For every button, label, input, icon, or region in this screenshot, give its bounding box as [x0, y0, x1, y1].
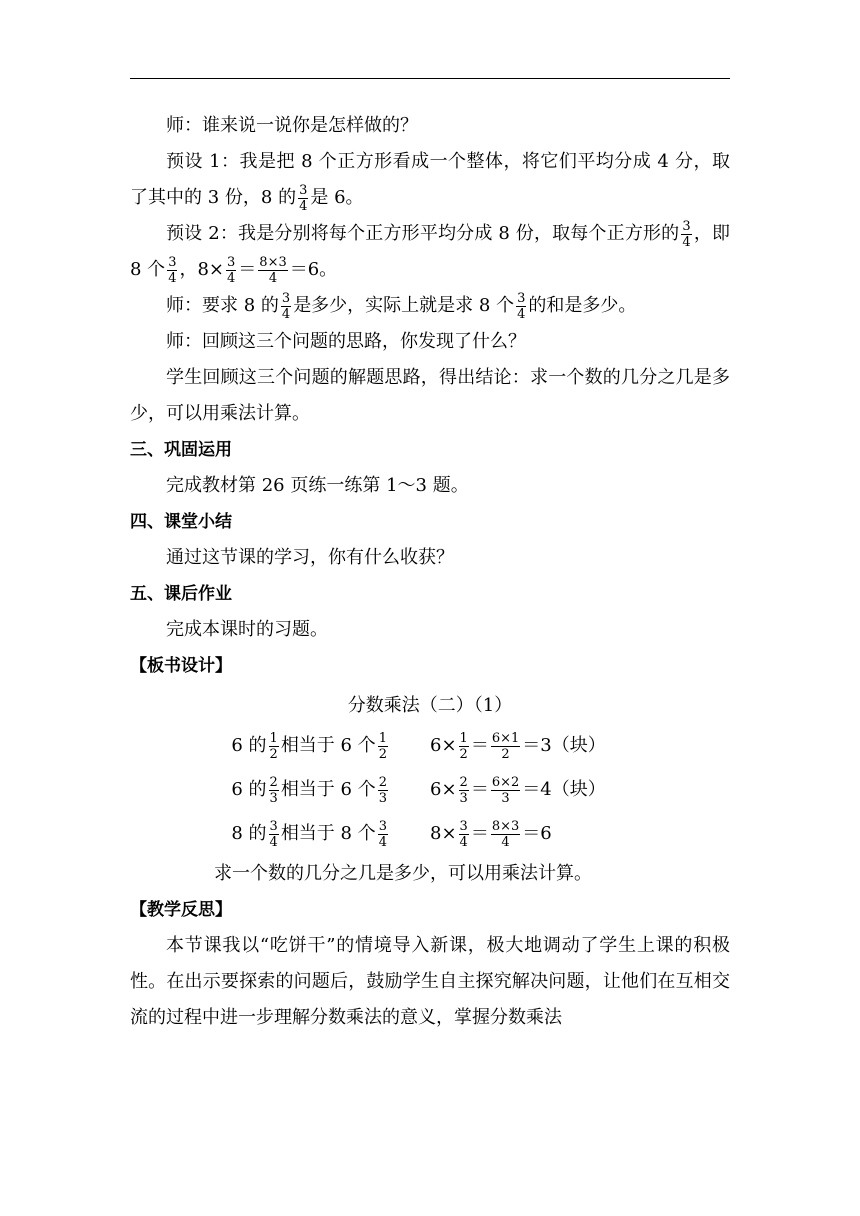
board-text: ＝ — [470, 823, 489, 844]
fraction — [167, 255, 177, 286]
board-text: ＝6 — [522, 823, 552, 844]
fraction-denominator: 4 — [269, 834, 278, 850]
fraction-numerator: 2 — [459, 774, 468, 790]
fraction-numerator: 6×1 — [491, 730, 520, 746]
preset-2 — [130, 216, 730, 288]
section-4-text: 通过这节课的学习，你有什么收获？ — [166, 547, 454, 568]
fraction-numerator: 2 — [378, 774, 387, 790]
preset-1-text-b: 是 6。 — [310, 187, 364, 208]
fraction-denominator: 4 — [501, 834, 510, 850]
fraction — [269, 819, 279, 850]
fraction-numerator: 2 — [269, 774, 278, 790]
fraction-numerator: 3 — [299, 182, 308, 198]
board-text: 相当于 6 个 — [280, 779, 376, 800]
fraction-denominator: 3 — [459, 790, 468, 806]
fraction-denominator: 2 — [459, 746, 468, 762]
board-text: 8 的 — [231, 823, 267, 844]
board-row-left — [130, 726, 430, 766]
board-text: ＝ — [470, 779, 489, 800]
teacher-review-question: 师：回顾这三个问题的思路，你发现了什么？ — [166, 331, 526, 352]
fraction — [269, 731, 279, 762]
board-text: 6 的 — [231, 779, 267, 800]
fraction-numerator: 6×2 — [491, 774, 520, 790]
fraction — [681, 219, 691, 250]
preset-2-text-c: ，8× — [179, 259, 225, 280]
section-3-text: 完成教材第 26 页练一练第 1～3 题。 — [166, 475, 469, 496]
fraction-denominator: 3 — [378, 790, 387, 806]
section-heading-3: 三、巩固运用 — [130, 440, 232, 460]
fraction-numerator: 1 — [459, 730, 468, 746]
fraction-denominator: 2 — [378, 746, 387, 762]
reflection-heading: 【教学反思】 — [130, 900, 232, 920]
section-heading-5: 五、课后作业 — [130, 584, 232, 604]
teacher-statement — [130, 288, 730, 324]
board-text: ＝4（块） — [522, 779, 606, 800]
fraction-numerator: 8×3 — [259, 254, 287, 270]
board-text: 8× — [430, 823, 457, 844]
preset-2-text-e: ＝6。 — [289, 259, 338, 280]
fraction-denominator: 4 — [378, 834, 387, 850]
fraction-denominator: 4 — [299, 198, 308, 214]
fraction-numerator: 3 — [378, 818, 387, 834]
fraction-denominator: 4 — [517, 306, 526, 322]
board-text: 相当于 8 个 — [280, 823, 376, 844]
fraction-denominator: 3 — [269, 790, 278, 806]
board-row-right — [430, 770, 730, 810]
teacher-statement-text-c: 的和是多少。 — [528, 295, 637, 316]
fraction-numerator: 3 — [269, 818, 278, 834]
board-text: ＝3（块） — [522, 735, 606, 756]
student-conclusion: 学生回顾这三个问题的解题思路，得出结论：求一个数的几分之几是多少，可以用乘法计算。 — [130, 367, 730, 424]
fraction — [378, 775, 388, 806]
fraction-numerator: 1 — [378, 730, 387, 746]
board-text: 6× — [430, 735, 457, 756]
fraction — [281, 291, 291, 322]
fraction-denominator: 4 — [459, 834, 468, 850]
fraction — [459, 731, 469, 762]
board-conclusion: 求一个数的几分之几是多少，可以用乘法计算。 — [214, 863, 592, 884]
board-row — [130, 812, 730, 856]
preset-1-text-a: 预设 1：我是把 8 个正方形看成一个整体，将它们平均分成 4 分，取了其中的 3 份，8 的 — [130, 151, 730, 208]
fraction — [491, 775, 520, 806]
fraction — [378, 819, 388, 850]
board-row-right — [430, 726, 730, 766]
fraction-denominator: 2 — [269, 746, 278, 762]
fraction-numerator: 3 — [682, 218, 691, 234]
fraction-denominator: 3 — [501, 790, 510, 806]
preset-2-text-b: ，即 8 个 — [130, 223, 730, 280]
fraction-numerator: 1 — [269, 730, 278, 746]
fraction — [378, 731, 388, 762]
board-row — [130, 724, 730, 768]
board-title: 分数乘法（二）（1） — [347, 695, 513, 716]
fraction — [491, 731, 520, 762]
fraction-denominator: 4 — [268, 270, 278, 286]
board-row-left — [130, 770, 430, 810]
fraction — [269, 775, 279, 806]
fraction-numerator: 3 — [281, 290, 291, 306]
fraction-numerator: 3 — [459, 818, 468, 834]
fraction — [258, 255, 287, 286]
board-text: 6× — [430, 779, 457, 800]
board-text: 相当于 6 个 — [280, 735, 376, 756]
preset-2-text-d: ＝ — [238, 259, 257, 280]
reflection-text: 本节课我以“吃饼干”的情境导入新课，极大地调动了学生上课的积极性。在出示要探索的问题后，鼓励学生自主探究解决问题，让他们在互相交流的过程中进一步理解分数乘法的意义，掌握分数乘法 — [130, 935, 730, 1028]
fraction-denominator: 4 — [281, 306, 291, 322]
teacher-statement-text-a: 师：要求 8 的 — [166, 295, 279, 316]
fraction-numerator: 3 — [168, 254, 177, 270]
board-design-heading: 【板书设计】 — [130, 656, 232, 676]
teacher-question: 师：谁来说一说你是怎样做的？ — [166, 115, 418, 136]
fraction — [298, 183, 308, 214]
board-text: ＝ — [470, 735, 489, 756]
fraction — [459, 819, 469, 850]
section-5-text: 完成本课时的习题。 — [166, 619, 328, 640]
fraction-denominator: 4 — [682, 234, 691, 250]
fraction-denominator: 4 — [168, 270, 177, 286]
board-design — [130, 688, 730, 892]
fraction-denominator: 4 — [227, 270, 236, 286]
board-row — [130, 768, 730, 812]
teacher-statement-text-b: 是多少，实际上就是求 8 个 — [293, 295, 515, 316]
fraction — [226, 255, 236, 286]
fraction — [516, 291, 526, 322]
fraction-numerator: 8×3 — [491, 818, 520, 834]
header-rule — [130, 78, 730, 79]
fraction-denominator: 2 — [501, 746, 510, 762]
board-row-right — [430, 814, 730, 854]
fraction — [459, 775, 469, 806]
board-text: 6 的 — [231, 735, 267, 756]
preset-1 — [130, 144, 730, 216]
fraction-numerator: 3 — [227, 254, 236, 270]
fraction-numerator: 3 — [517, 290, 526, 306]
board-row-left — [130, 814, 430, 854]
section-heading-4: 四、课堂小结 — [130, 512, 232, 532]
fraction — [491, 819, 520, 850]
content-body — [130, 108, 730, 1036]
preset-2-text-a: 预设 2：我是分别将每个正方形平均分成 8 份，取每个正方形的 — [166, 223, 680, 244]
